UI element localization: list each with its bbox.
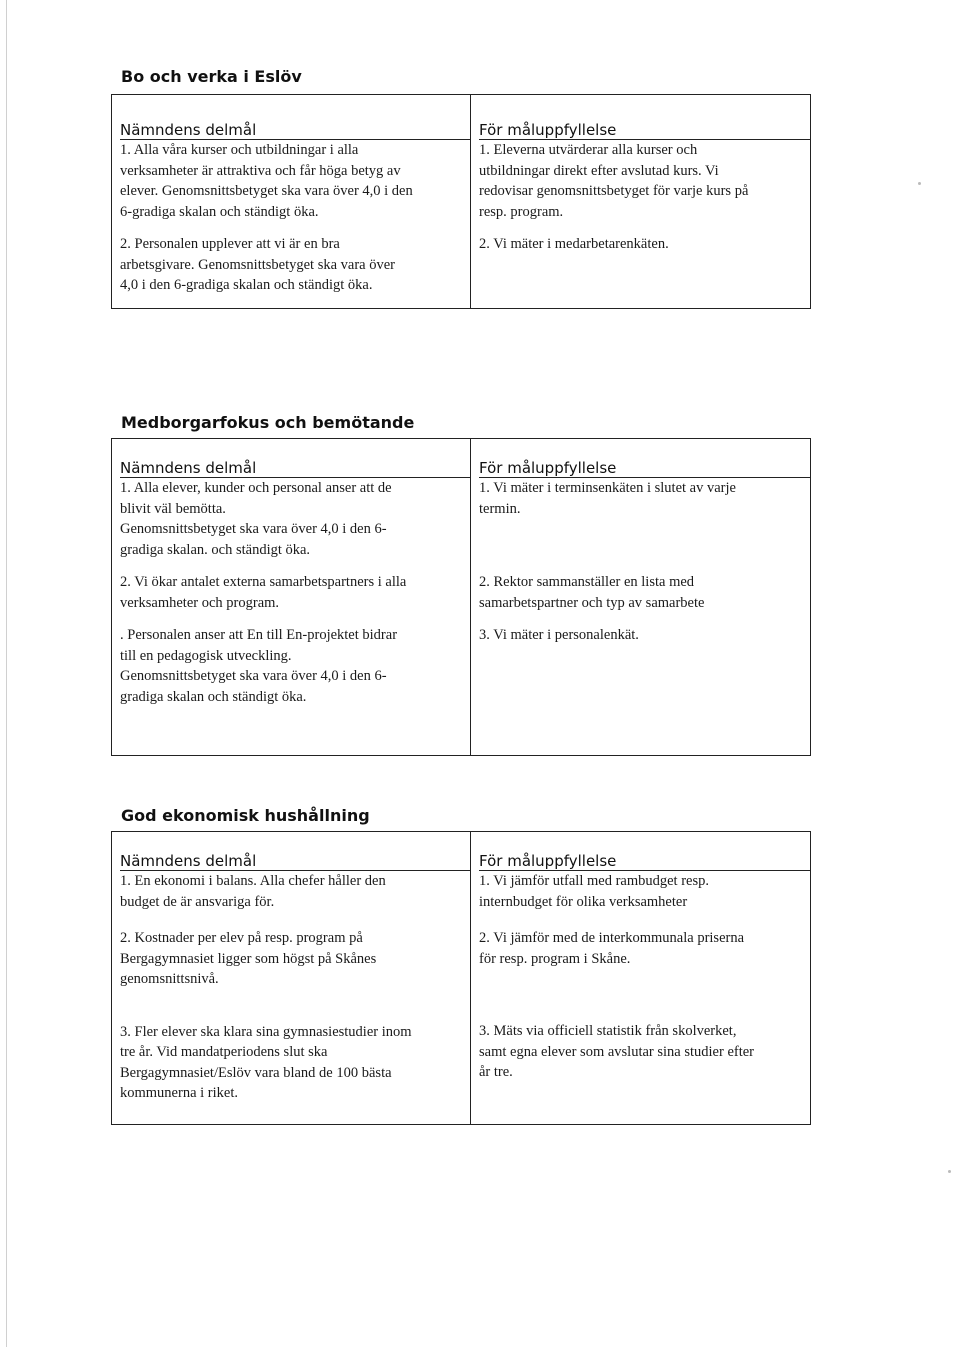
goal-item: 1. En ekonomi i balans. Alla chefer håller den budget de är ansvariga för.	[120, 873, 386, 910]
table-column-fulfillment	[471, 95, 810, 308]
goal-table	[111, 438, 811, 756]
goal-item: 2. Personalen upplever att vi är en bra arbetsgivare. Genomsnittsbetyget ska vara över 4,0 i den 6-gradiga skalan och ständigt öka.	[120, 236, 396, 293]
fulfillment-item: 2. Vi mäter i medarbetarenkäten.	[479, 236, 669, 252]
column-header-fulfillment: För måluppfyllelse	[479, 852, 810, 871]
section-heading: Bo och verka i Eslöv	[121, 67, 302, 86]
goal-item: 3. Fler elever ska klara sina gymnasiestudier inom tre år. Vid mandatperiodens slut ska Bergagymnasiet/Eslöv vara bland de 100 bästa kommunerna i riket.	[120, 1023, 412, 1101]
goal-table	[111, 831, 811, 1125]
table-column-goals	[112, 439, 471, 755]
fulfillment-item: 2. Rektor sammanställer en lista med samarbetspartner och typ av samarbete	[479, 574, 705, 611]
fulfillment-item: 1. Vi mäter i terminsenkäten i slutet av varje termin.	[479, 480, 736, 517]
section-heading: Medborgarfokus och bemötande	[121, 413, 415, 432]
fulfillment-item: 1. Vi jämför utfall med rambudget resp. internbudget för olika verksamheter	[479, 873, 709, 910]
column-header-fulfillment: För måluppfyllelse	[479, 121, 810, 140]
table-column-fulfillment	[471, 439, 810, 755]
fulfillment-item: 1. Eleverna utvärderar alla kurser och utbildningar direkt efter avslutad kurs. Vi redovisar genomsnittsbetyget för varje kurs på resp. program.	[479, 142, 749, 220]
scan-speck	[948, 1170, 951, 1173]
goal-item: 2. Vi ökar antalet externa samarbetspartners i alla verksamheter och program.	[120, 574, 407, 611]
column-header-fulfillment: För måluppfyllelse	[479, 459, 810, 478]
table-column-goals	[112, 832, 471, 1124]
column-header-goals: Nämndens delmål	[120, 121, 470, 140]
scan-page-edge	[6, 0, 7, 1347]
section-heading: God ekonomisk hushållning	[121, 806, 370, 825]
fulfillment-item: 2. Vi jämför med de interkommunala priserna för resp. program i Skåne.	[479, 930, 745, 967]
goal-item: 2. Kostnader per elev på resp. program på Bergagymnasiet ligger som högst på Skånes genomsnittsnivå.	[120, 930, 377, 987]
goal-item: . Personalen anser att En till En-projektet bidrar till en pedagogisk utveckling. Genomsnittsbetyget ska vara över 4,0 i den 6- gradiga skalan och ständigt öka.	[120, 627, 398, 705]
column-header-goals: Nämndens delmål	[120, 459, 470, 478]
fulfillment-item: 3. Vi mäter i personalenkät.	[479, 627, 639, 643]
column-header-goals: Nämndens delmål	[120, 852, 470, 871]
table-column-goals	[112, 95, 471, 308]
goal-table	[111, 94, 811, 309]
fulfillment-item: 3. Mäts via officiell statistik från skolverket, samt egna elever som avslutar sina studier efter år tre.	[479, 1023, 754, 1080]
scan-speck	[918, 182, 921, 185]
goal-item: 1. Alla våra kurser och utbildningar i alla verksamheter är attraktiva och får höga betyg av elever. Genomsnittsbetyget ska vara över 4,0 i den 6-gradiga skalan och ständigt öka.	[120, 142, 413, 220]
goal-item: 1. Alla elever, kunder och personal anser att de blivit väl bemötta. Genomsnittsbetyget ska vara över 4,0 i den 6- gradiga skalan. och ständigt öka.	[120, 480, 392, 558]
table-column-fulfillment	[471, 832, 810, 1124]
